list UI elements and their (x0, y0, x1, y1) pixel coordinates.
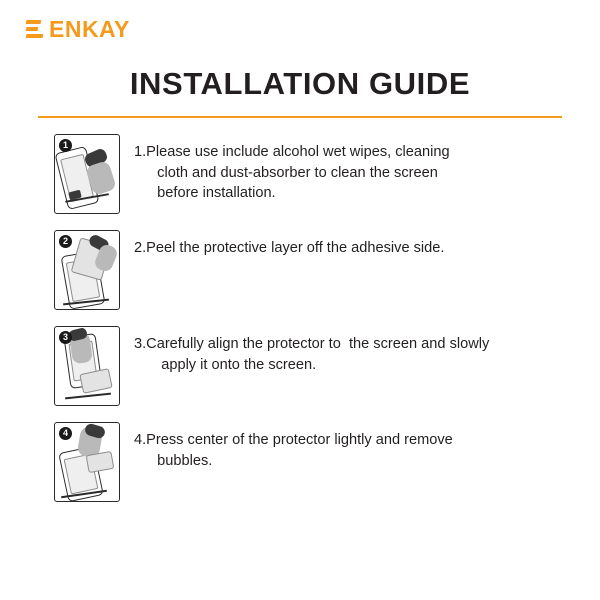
brand-name: ENKAY (49, 16, 130, 42)
page-title: INSTALLATION GUIDE (129, 66, 471, 101)
step-text (120, 134, 576, 204)
step-number-badge: 4 (59, 427, 72, 440)
step-text (120, 230, 576, 259)
list-item (0, 422, 600, 502)
pressing-center-removing-bubbles-illustration-icon (54, 422, 120, 502)
hand-wiping-phone-screen-illustration-icon (54, 134, 120, 214)
peeling-protective-layer-illustration-icon (54, 230, 120, 310)
step-line: 3.Carefully align the protector to the screen and slowly (134, 336, 490, 352)
step-line: 1.Please use include alcohol wet wipes, cleaning (134, 144, 450, 160)
list-item (0, 326, 600, 406)
step-number-badge: 2 (59, 235, 72, 248)
step-text (120, 422, 576, 471)
enkay-bars-logo-icon (26, 19, 43, 41)
list-item (0, 134, 600, 214)
step-line: bubbles. (145, 452, 213, 469)
steps-list (0, 134, 600, 518)
step-line: 4.Press center of the protector lightly and remove (134, 432, 453, 448)
step-number-badge: 3 (59, 331, 72, 344)
step-line: cloth and dust-absorber to clean the screen (145, 164, 438, 181)
aligning-protector-on-screen-illustration-icon (54, 326, 120, 406)
step-line: apply it onto the screen. (145, 356, 317, 373)
list-item (0, 230, 600, 310)
brand-logo (26, 18, 130, 41)
step-line: before installation. (145, 185, 276, 202)
step-line: 2.Peel the protective layer off the adhesive side. (134, 240, 445, 256)
title-divider (38, 116, 562, 118)
step-number-badge: 1 (59, 139, 72, 152)
step-text (120, 326, 576, 375)
